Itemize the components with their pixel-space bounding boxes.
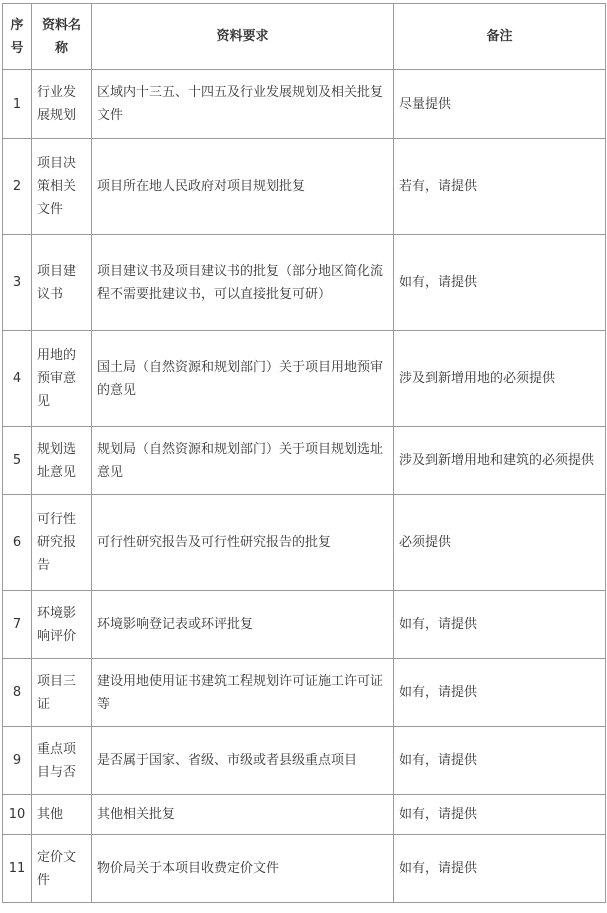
row-index: 8 — [3, 659, 32, 727]
row-remark: 必须提供 — [394, 495, 606, 591]
row-name: 用地的预审意见 — [32, 331, 92, 427]
table-row — [3, 139, 606, 235]
row-index: 4 — [3, 331, 32, 427]
table-row — [3, 331, 606, 427]
table-row — [3, 495, 606, 591]
row-remark: 若有，请提供 — [394, 139, 606, 235]
row-index: 2 — [3, 139, 32, 235]
row-name: 规划选址意见 — [32, 427, 92, 495]
row-remark: 涉及到新增用地的必须提供 — [394, 331, 606, 427]
header-requirement: 资料要求 — [92, 4, 394, 70]
row-requirement: 项目建议书及项目建议书的批复（部分地区简化流程不需要批建议书，可以直接批复可研） — [92, 235, 394, 331]
row-name: 可行性研究报告 — [32, 495, 92, 591]
row-name: 行业发展规划 — [32, 70, 92, 139]
row-index: 9 — [3, 727, 32, 795]
row-requirement: 项目所在地人民政府对项目规划批复 — [92, 139, 394, 235]
row-requirement: 建设用地使用证书建筑工程规划许可证施工许可证等 — [92, 659, 394, 727]
row-index: 5 — [3, 427, 32, 495]
header-index: 序号 — [3, 4, 32, 70]
row-requirement: 物价局关于本项目收费定价文件 — [92, 835, 394, 903]
row-remark: 尽量提供 — [394, 70, 606, 139]
row-requirement: 国土局（自然资源和规划部门）关于项目用地预审的意见 — [92, 331, 394, 427]
table-row — [3, 427, 606, 495]
table-row — [3, 659, 606, 727]
row-requirement: 其他相关批复 — [92, 795, 394, 835]
materials-table — [2, 3, 606, 903]
row-index: 6 — [3, 495, 32, 591]
row-requirement: 是否属于国家、省级、市级或者县级重点项目 — [92, 727, 394, 795]
row-requirement: 区域内十三五、十四五及行业发展规划及相关批复文件 — [92, 70, 394, 139]
table-row — [3, 727, 606, 795]
row-index: 10 — [3, 795, 32, 835]
row-remark: 如有，请提供 — [394, 795, 606, 835]
table-row — [3, 235, 606, 331]
row-name: 定价文件 — [32, 835, 92, 903]
row-name: 项目三证 — [32, 659, 92, 727]
row-name: 重点项目与否 — [32, 727, 92, 795]
table-row — [3, 591, 606, 659]
table-row — [3, 795, 606, 835]
row-remark: 如有，请提供 — [394, 235, 606, 331]
row-requirement: 环境影响登记表或环评批复 — [92, 591, 394, 659]
row-remark: 如有，请提供 — [394, 659, 606, 727]
row-name: 环境影响评价 — [32, 591, 92, 659]
row-index: 7 — [3, 591, 32, 659]
row-remark: 涉及到新增用地和建筑的必须提供 — [394, 427, 606, 495]
row-name: 项目建议书 — [32, 235, 92, 331]
row-index: 1 — [3, 70, 32, 139]
header-name: 资料名称 — [32, 4, 92, 70]
row-requirement: 可行性研究报告及可行性研究报告的批复 — [92, 495, 394, 591]
row-requirement: 规划局（自然资源和规划部门）关于项目规划选址意见 — [92, 427, 394, 495]
row-name: 项目决策相关文件 — [32, 139, 92, 235]
table-row — [3, 835, 606, 903]
row-remark: 如有，请提供 — [394, 727, 606, 795]
row-remark: 如有，请提供 — [394, 835, 606, 903]
row-index: 3 — [3, 235, 32, 331]
row-remark: 如有，请提供 — [394, 591, 606, 659]
table-row — [3, 70, 606, 139]
row-name: 其他 — [32, 795, 92, 835]
row-index: 11 — [3, 835, 32, 903]
header-row — [3, 4, 606, 70]
header-remark: 备注 — [394, 4, 606, 70]
